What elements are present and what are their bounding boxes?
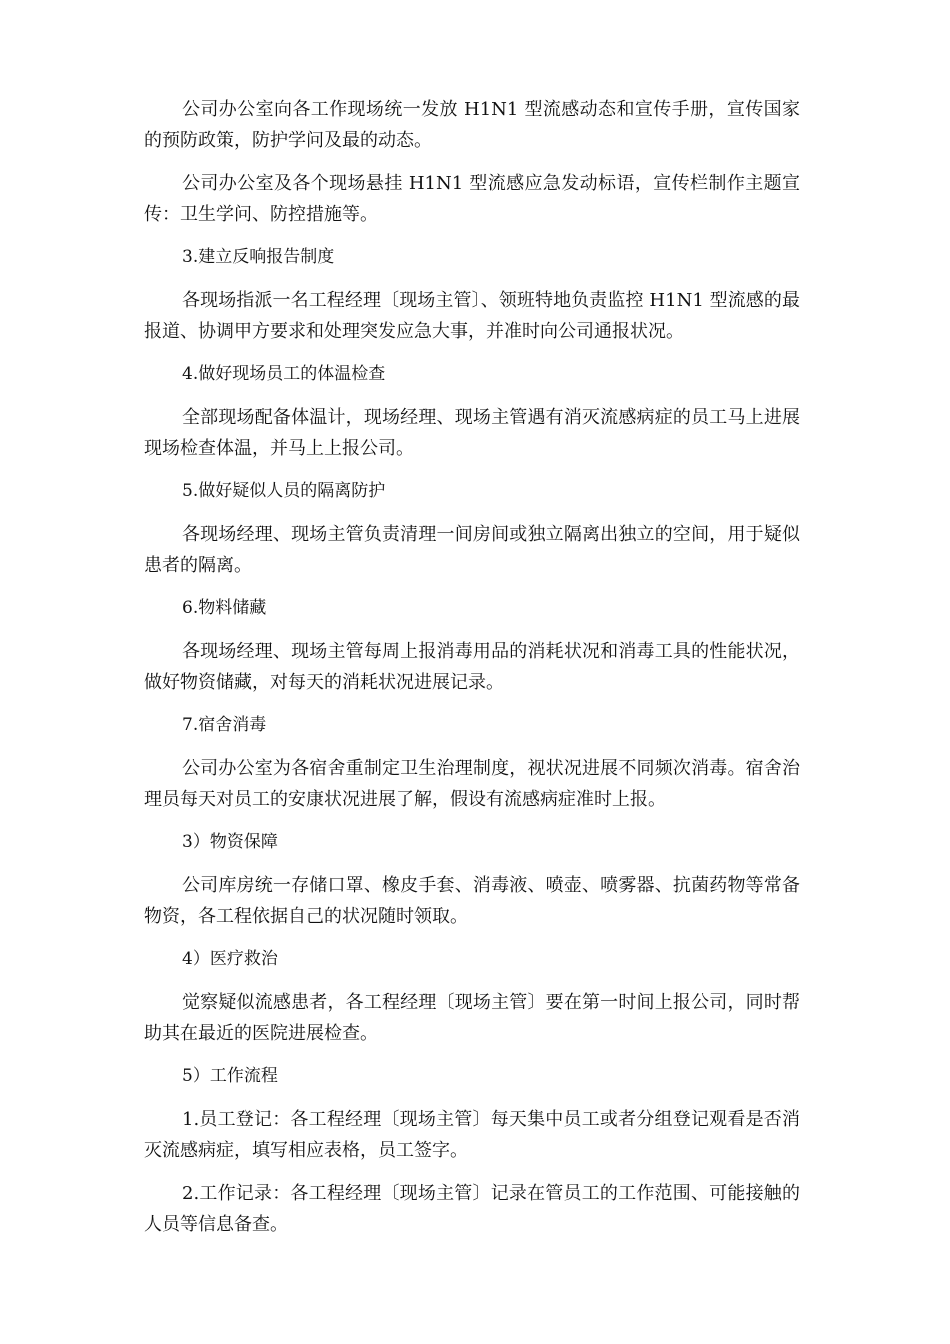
heading-report-system: 3.建立反响报告制度 [182,247,335,267]
paragraph-thermometer: 全部现场配备体温计，现场经理、现场主管遇有消灭流感病症的员工马上进展现场检查体温，并马上上报公司。 [144,407,800,459]
paragraph-work-record: 2.工作记录：各工程经理〔现场主管〕记录在管员工的工作范围、可能接触的人员等信息备查。 [144,1183,800,1235]
heading-workflow: 5）工作流程 [182,1066,278,1086]
paragraph-suspected-patient: 觉察疑似流感患者，各工程经理〔现场主管〕要在第一时间上报公司，同时帮助其在最近的医院进展检查。 [144,992,800,1044]
paragraph-slogans: 公司办公室及各个现场悬挂 H1N1 型流感应急发动标语，宣传栏制作主题宣传：卫生学问、防控措施等。 [144,173,800,225]
heading-supplies: 3）物资保障 [182,832,278,852]
heading-isolation: 5.做好疑似人员的隔离防护 [182,481,386,501]
paragraph-disinfection-supplies: 各现场经理、现场主管每周上报消毒用品的消耗状况和消毒工具的性能状况，做好物资储藏，对每天的消耗状况进展记录。 [144,641,800,693]
heading-medical: 4）医疗救治 [182,949,278,969]
document-body [144,94,800,1252]
paragraph-dormitory-hygiene: 公司办公室为各宿舍重制定卫生治理制度，视状况进展不同频次消毒。宿舍治理员每天对员工的安康状况进展了解，假设有流感病症准时上报。 [144,758,800,810]
heading-material-storage: 6.物料储藏 [182,598,267,618]
heading-temperature-check: 4.做好现场员工的体温检查 [182,364,386,384]
paragraph-staff-registration: 1.员工登记：各工程经理〔现场主管〕每天集中员工或者分组登记观看是否消灭流感病症，填写相应表格，员工签字。 [144,1109,800,1161]
paragraph-warehouse: 公司库房统一存储口罩、橡皮手套、消毒液、喷壶、喷雾器、抗菌药物等常备物资，各工程依据自己的状况随时领取。 [144,875,800,927]
paragraph-isolation-room: 各现场经理、现场主管负责清理一间房间或独立隔离出独立的空间，用于疑似患者的隔离。 [144,524,800,576]
paragraph-publicity-handbook: 公司办公室向各工作现场统一发放 H1N1 型流感动态和宣传手册，宣传国家的预防政策，防护学问及最的动态。 [144,99,800,151]
paragraph-monitoring: 各现场指派一名工程经理〔现场主管〕、领班特地负责监控 H1N1 型流感的最报道、协调甲方要求和处理突发应急大事，并准时向公司通报状况。 [144,290,800,342]
heading-dormitory: 7.宿舍消毒 [182,715,267,735]
